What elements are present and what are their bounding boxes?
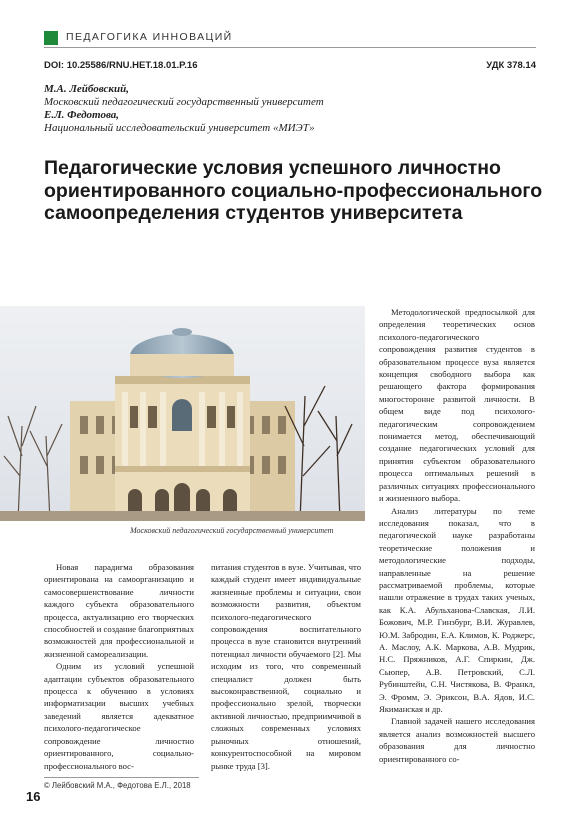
article-title: Педагогические условия успешного личностно ориентированного социально-профессионального самоопределения студентов университета — [44, 157, 543, 224]
author-affiliation: Национальный исследовательский университет «МИЭТ» — [44, 122, 315, 134]
author-affiliation: Московский педагогический государственный университет — [44, 96, 324, 108]
doi: DOI: 10.25586/RNU.HET.18.01.P.16 — [44, 60, 198, 71]
page-number: 16 — [26, 789, 41, 804]
text-column-1 — [44, 561, 194, 772]
udk: УДК 378.14 — [486, 60, 536, 71]
paragraph: Главной задачей нашего исследования является анализ возможностей высшего образования для личностно ориентированного со- — [379, 716, 535, 764]
paragraph: питания студентов в вузе. Учитывая, что каждый студент имеет индивидуальные жизненные проблемы и ситуации, свои возможности развития, объектом психолого-педагогического сопровождения воспитательного процесса в вузе становится внутренний потенциал личности обучаемого [2]. Мы исходим из того, что современный специалист должен быть высоконравственной, социально и профессионально зрелой, творчески активной личностью, предприимчивой в сложных современных условиях рыночных отношений, конкурентоспособной на мировом рынке труда [3]. — [211, 562, 361, 771]
paragraph: Анализ литературы по теме исследования показал, что в педагогической науке разработаны теоретические положения и методологические подходы, направленные на решение рассматриваемой проблемы, которые нашли отражение в трудах таких ученых, как К.А. Абульханова-Славская, Л.И. Божович, М.Р. Гинзбург, В.И. Журавлев, Ю.М. Забродин, Е.А. Климов, К. Роджерс, А. Маслоу, А.К. Маркова, А.В. Мудрик, Н.С. Пряжников, А.Г. Спиркин, Дж. Сьюпер, А.В. Петровский, С.Л. Рубинштейн, С.Н. Чистякова, В. Франкл, Э. Фромм, Э. Эриксон, В.А. Ядов, И.С. Якиманская и др. — [379, 505, 535, 714]
university-photo — [0, 306, 365, 521]
section-marker — [44, 31, 58, 45]
header-divider — [44, 47, 536, 48]
text-column-2 — [211, 561, 361, 772]
paragraph: Одним из условий успешной адаптации субъектов образовательного процесса к обучению в условиях информатизации высших учебных заведений является адекватное психолого-педагогическое сопровождение личностно ориентированного, социально-профессионального вос- — [44, 661, 194, 771]
footer-divider — [44, 777, 199, 778]
authors — [44, 83, 324, 135]
section-title: ПЕДАГОГИКА ИННОВАЦИЙ — [66, 31, 233, 43]
paragraph: Новая парадигма образования ориентирована на самоорганизацию и самосовершенствование личности каждого субъекта образовательного процесса, актуализацию его творческих способностей и создание благоприятных возможностей для профессиональной и жизненной самореализации. — [44, 562, 194, 659]
paragraph: Методологической предпосылкой для определения теоретических основ психолого-педагогического сопровождения развития студентов в образовательном процессе вуза является концепция свободного выбора как решающего фактора формирования многосторонне развитой личности. В общем виде под психолого-педагогическим сопровождением понимается метод, обеспечивающий создание педагогических условий для принятия субъектом образовательного процесса оптимальных решений в различных ситуациях профессионального и жизненного выбора. — [379, 307, 535, 504]
copyright: © Лейбовский М.А., Федотова Е.Л., 2018 — [44, 781, 191, 790]
author-name: М.А. Лейбовский, — [44, 83, 129, 95]
author-name: Е.Л. Федотова, — [44, 109, 120, 121]
photo-caption: Московский педагогический государственный университет — [130, 526, 334, 535]
text-column-3 — [379, 306, 535, 765]
